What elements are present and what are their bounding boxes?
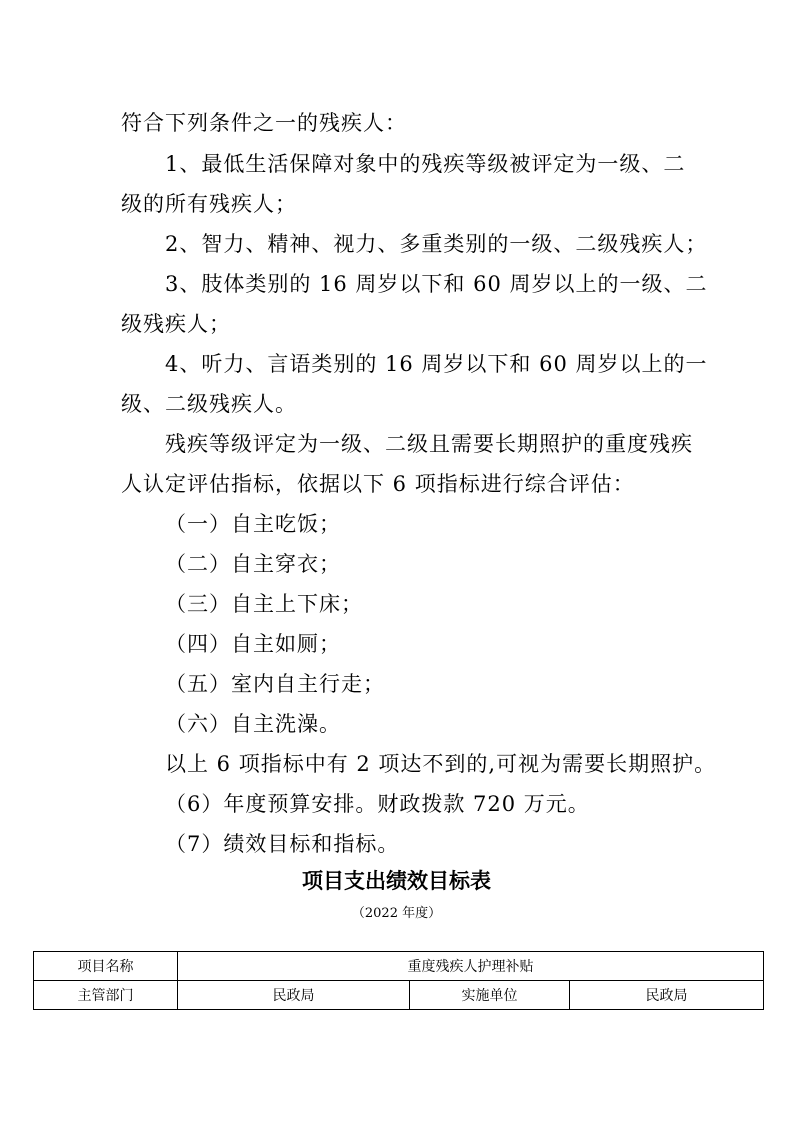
department-value: 民政局 (178, 981, 410, 1010)
body-line-10: 人认定评估指标，依据以下 6 项指标进行综合评估： (121, 472, 635, 496)
body-line-16: （六）自主洗澡。 (165, 712, 341, 736)
body-line-9: 残疾等级评定为一级、二级且需要长期照护的重度残疾 (165, 432, 693, 456)
table-row (34, 981, 764, 1010)
body-line-17: 以上 6 项指标中有 2 项达不到的,可视为需要长期照护。 (165, 752, 717, 776)
performance-target-table (33, 951, 764, 1010)
project-name-value: 重度残疾人护理补贴 (178, 952, 764, 981)
table-subtitle: （2022 年度） (351, 906, 442, 921)
table-row (34, 952, 764, 981)
body-line-2: 1、最低生活保障对象中的残疾等级被评定为一级、二 (165, 152, 686, 176)
body-line-6: 级残疾人； (121, 312, 231, 336)
body-line-14: （四）自主如厕； (165, 632, 341, 656)
body-line-1: 符合下列条件之一的残疾人： (121, 111, 407, 135)
body-line-7: 4、听力、言语类别的 16 周岁以下和 60 周岁以上的一 (165, 352, 708, 376)
project-name-label: 项目名称 (34, 952, 178, 981)
body-line-3: 级的所有残疾人； (121, 192, 297, 216)
body-line-11: （一）自主吃饭； (165, 512, 341, 536)
implementing-unit-label: 实施单位 (410, 981, 570, 1010)
table-title: 项目支出绩效目标表 (302, 869, 491, 893)
implementing-unit-value: 民政局 (570, 981, 764, 1010)
body-line-5: 3、肢体类别的 16 周岁以下和 60 周岁以上的一级、二 (165, 272, 708, 296)
body-line-13: （三）自主上下床； (165, 592, 363, 616)
body-line-8: 级、二级残疾人。 (121, 392, 297, 416)
body-line-4: 2、智力、精神、视力、多重类别的一级、二级残疾人； (165, 232, 708, 256)
department-label: 主管部门 (34, 981, 178, 1010)
body-line-15: （五）室内自主行走； (165, 672, 385, 696)
body-line-12: （二）自主穿衣； (165, 552, 341, 576)
body-line-18: （6）年度预算安排。财政拨款 720 万元。 (165, 792, 590, 816)
body-line-19: （7）绩效目标和指标。 (165, 832, 400, 856)
